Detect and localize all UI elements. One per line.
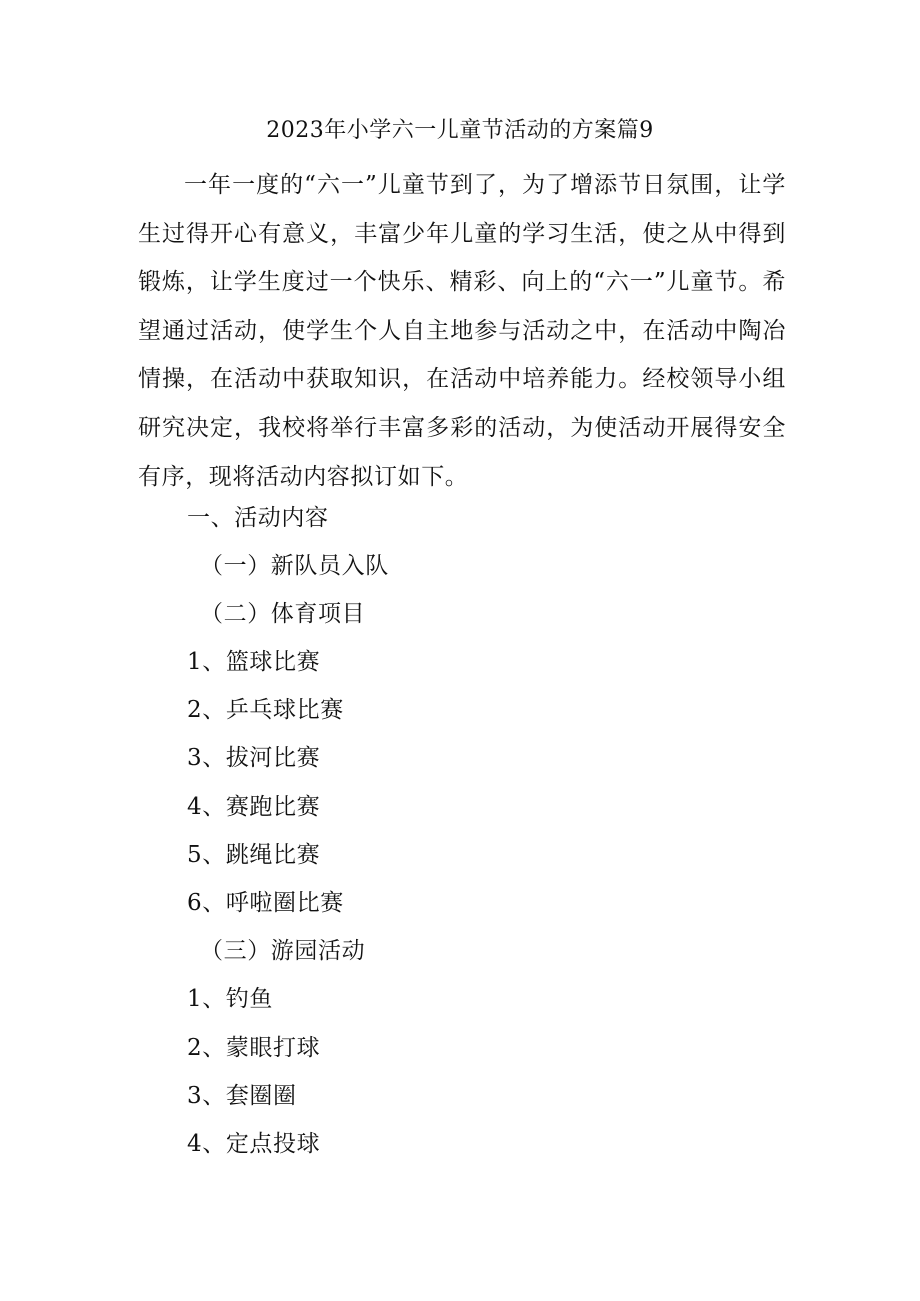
game-item-fishing: 1、钓鱼 bbox=[187, 986, 274, 1012]
game-item-fixed-point-shot: 4、定点投球 bbox=[187, 1131, 321, 1157]
sports-item-running: 4、赛跑比赛 bbox=[187, 794, 321, 820]
subsection-new-members: （一）新队员入队 bbox=[200, 553, 389, 579]
game-item-ring-toss: 3、套圈圈 bbox=[187, 1083, 297, 1109]
subsection-garden-games: （三）游园活动 bbox=[200, 938, 366, 964]
game-item-blindfold-ball: 2、蒙眼打球 bbox=[187, 1035, 321, 1061]
sports-item-tug-of-war: 3、拔河比赛 bbox=[187, 745, 321, 771]
document-title: 2023年小学六一儿童节活动的方案篇9 bbox=[266, 118, 654, 143]
subsection-sports: （二）体育项目 bbox=[200, 601, 366, 627]
sports-item-rope-skipping: 5、跳绳比赛 bbox=[187, 842, 321, 868]
section-heading-activity-content: 一、活动内容 bbox=[187, 505, 329, 531]
sports-item-table-tennis: 2、乒乓球比赛 bbox=[187, 697, 344, 723]
sports-item-hula-hoop: 6、呼啦圈比赛 bbox=[187, 890, 344, 916]
sports-item-basketball: 1、篮球比赛 bbox=[187, 649, 321, 675]
intro-paragraph: 一年一度的“六一”儿童节到了，为了增添节日氛围，让学生过得开心有意义，丰富少年儿童的学习生活，使之从中得到锻炼，让学生度过一个快乐、精彩、向上的“六一”儿童节。希望通过活动，使学生个人自主地参与活动之中，在活动中陶冶情操，在活动中获取知识，在活动中培养能力。经校领导小组研究决定，我校将举行丰富多彩的活动，为使活动开展得安全有序，现将活动内容拟订如下。 bbox=[138, 172, 786, 490]
